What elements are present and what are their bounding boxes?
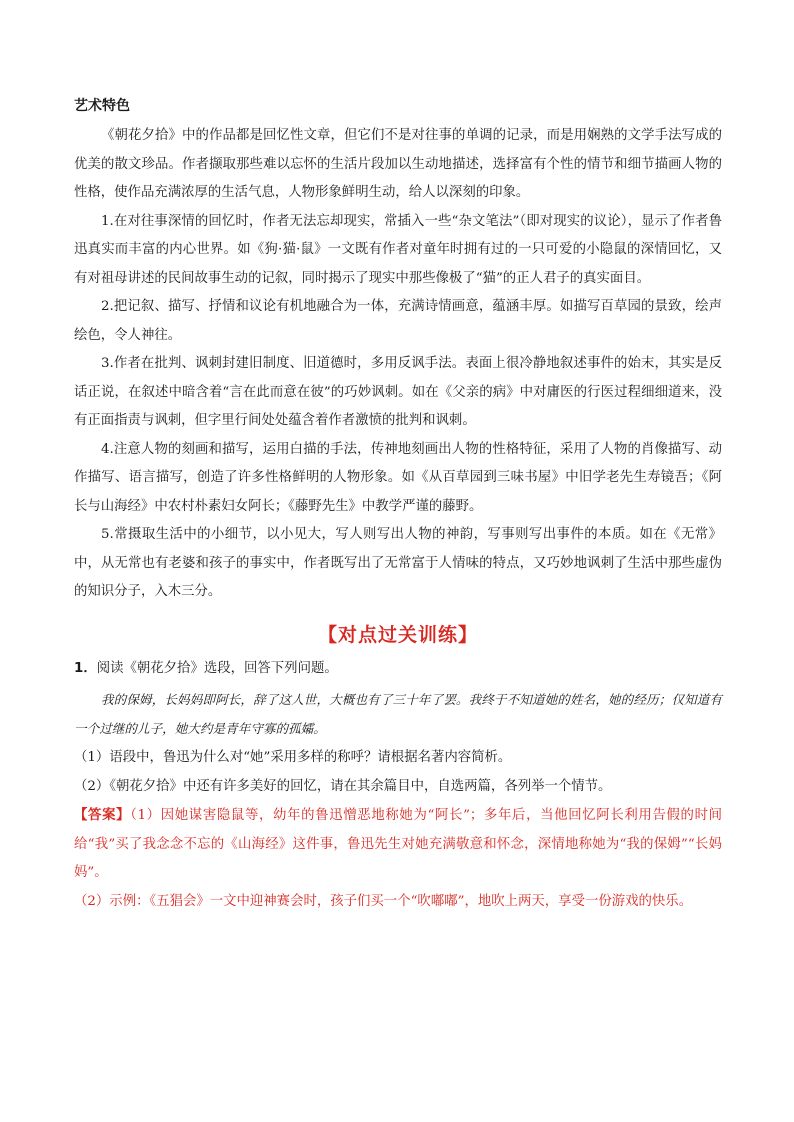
document-page: [74, 96, 722, 916]
reading-passage: 我的保姆，长妈妈即阿长，辞了这人世，大概也有了三十年了罢。我终于不知道她的姓名，她的经历；仅知道有一个过继的儿子，她大约是青年守寡的孤孀。: [74, 692, 722, 736]
body-paragraph-3: 3.作者在批判、讽刺封建旧制度、旧道德时，多用反讽手法。表面上很冷静地叙述事件的始末，其实是反话正说，在叙述中暗含着“言在此而意在彼”的巧妙讽刺。如在《父亲的病》中对庸医的行医过程细细道来，没有正面指责与讽刺，但字里行间处处蕴含着作者激愤的批判和讽刺。: [74, 356, 722, 428]
body-paragraph-2: 2.把记叙、描写、抒情和议论有机地融合为一体，充满诗情画意，蕴涵丰厚。如描写百草园的景致，绘声绘色，令人神往。: [74, 299, 722, 343]
question-prompt: [74, 655, 722, 684]
body-paragraph-4: 4.注意人物的刻画和描写，运用白描的手法，传神地刻画出人物的性格特征，采用了人物的肖像描写、动作描写、语言描写，创造了许多性格鲜明的人物形象。如《从百草园到三味书屋》中旧学老先生寿镜吾；《阿长与山海经》中农村朴素妇女阿长；《藤野先生》中教学严谨的藤野。: [74, 441, 722, 514]
question-number: 1．: [74, 660, 97, 676]
answer-label: 【答案】: [74, 807, 131, 823]
exercise-section-title: 【对点过关训练】: [317, 623, 478, 646]
question-text: 阅读《朝花夕拾》选段，回答下列问题。: [96, 660, 338, 676]
body-paragraph-intro: 《朝花夕拾》中的作品都是回忆性文章，但它们不是对往事的单调的记录，而是用娴熟的文学手法写成的优美的散文珍品。作者撷取那些难以忘怀的生活片段加以生动地描述，选择富有个性的情节和细节描画人物的性格，使作品充满浓厚的生活气息，人物形象鲜明生动，给人以深刻的印象。: [74, 128, 722, 200]
body-paragraph-1: 1.在对往事深情的回忆时，作者无法忘却现实，常插入一些“杂文笔法”（即对现实的议论），显示了作者鲁迅真实而丰富的内心世界。如《狗·猫·鼠》一文既有作者对童年时拥有过的一只可爱的小隐鼠的深情回忆，又有对祖母讲述的民间故事生动的记叙，同时揭示了现实中那些像极了“猫”的正人君子的真实面目。: [74, 213, 722, 286]
answer-part-1-text: （1）因她谋害隐鼠等，幼年的鲁迅憎恶地称她为“阿长”；多年后，当他回忆阿长利用告假的时间给“我”买了我念念不忘的《山海经》这件事，鲁迅先生对她充满敬意和怀念，深情地称她为“我的保姆”“长妈妈”。: [74, 808, 723, 880]
answer-part-1: [74, 801, 722, 888]
answer-part-2: （2）示例：《五猖会》一文中迎神赛会时，孩子们买一个“吹嘟嘟”，地吹上两天，享受一份游戏的快乐。: [74, 893, 693, 909]
section-heading: 艺术特色: [74, 98, 130, 114]
sub-question-1: （1）语段中，鲁迅为什么对“她”采用多样的称呼？请根据名著内容简析。: [74, 750, 512, 765]
body-paragraph-5: 5.常摄取生活中的小细节，以小见大，写人则写出人物的神韵，写事则写出事件的本质。如在《无常》中，从无常也有老婆和孩子的事实中，作者既写出了无常富于人情味的特点，又巧妙地讽刺了生活中那些虚伪的知识分子，入木三分。: [74, 527, 722, 599]
sub-question-2: （2）《朝花夕拾》中还有许多美好的回忆，请在其余篇目中，自选两篇，各列举一个情节。: [74, 779, 612, 794]
